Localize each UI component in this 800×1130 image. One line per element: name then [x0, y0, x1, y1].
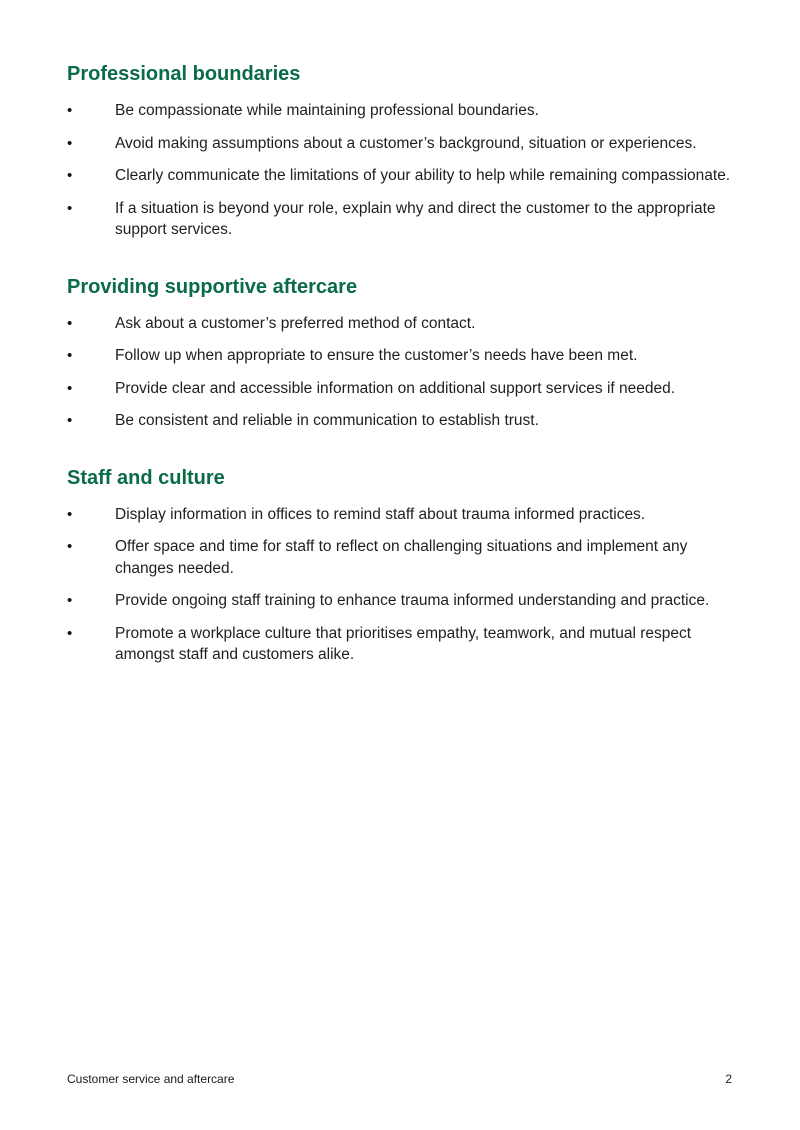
page-number: 2 [725, 1072, 732, 1086]
section-heading: Professional boundaries [67, 63, 301, 85]
section-staff-and-culture [67, 466, 737, 666]
list-item-text: Provide ongoing staff training to enhance trauma informed understanding and practice. [115, 592, 710, 609]
section-supportive-aftercare [67, 275, 737, 432]
bullet-list [67, 100, 737, 241]
list-item-text: Offer space and time for staff to reflect on challenging situations and implement any changes needed. [115, 538, 688, 577]
bullet-icon: • [67, 199, 73, 217]
list-item [67, 378, 737, 400]
bullet-icon: • [67, 347, 73, 364]
list-item [67, 100, 737, 122]
list-item-text: Promote a workplace culture that prioritises empathy, teamwork, and mutual respect amongst staff and customers alike. [115, 624, 692, 663]
list-item [67, 623, 737, 666]
footer-title: Customer service and aftercare [67, 1072, 235, 1086]
list-item-text: Be consistent and reliable in communication to establish trust. [115, 412, 539, 429]
bullet-icon: • [67, 624, 73, 642]
bullet-icon: • [67, 538, 73, 555]
list-item [67, 198, 737, 241]
document-content [67, 62, 737, 700]
list-item [67, 410, 737, 432]
bullet-icon: • [67, 314, 73, 332]
list-item-text: If a situation is beyond your role, explain why and direct the customer to the appropriate support services. [115, 199, 716, 238]
list-item [67, 133, 737, 155]
bullet-icon: • [67, 167, 73, 184]
bullet-list [67, 504, 737, 666]
list-item [67, 590, 737, 612]
list-item [67, 536, 737, 579]
bullet-list [67, 313, 737, 432]
list-item [67, 165, 737, 187]
list-item-text: Ask about a customer’s preferred method of contact. [115, 314, 476, 332]
bullet-icon: • [67, 134, 73, 152]
bullet-icon: • [67, 592, 73, 609]
bullet-icon: • [67, 412, 73, 429]
bullet-icon: • [67, 379, 73, 397]
list-item-text: Clearly communicate the limitations of your ability to help while remaining compassionate. [115, 167, 731, 184]
list-item [67, 504, 737, 526]
list-item-text: Provide clear and accessible information on additional support services if needed. [115, 379, 676, 397]
list-item-text: Avoid making assumptions about a customer’s background, situation or experiences. [115, 134, 697, 152]
bullet-icon: • [67, 505, 73, 523]
section-professional-boundaries [67, 62, 737, 241]
list-item-text: Follow up when appropriate to ensure the customer’s needs have been met. [115, 347, 638, 364]
list-item [67, 345, 737, 367]
list-item-text: Be compassionate while maintaining professional boundaries. [115, 102, 539, 119]
section-heading: Staff and culture [67, 466, 225, 489]
page-footer [67, 1071, 732, 1087]
section-heading: Providing supportive aftercare [67, 275, 358, 298]
list-item-text: Display information in offices to remind staff about trauma informed practices. [115, 505, 646, 523]
list-item [67, 313, 737, 335]
bullet-icon: • [67, 102, 73, 119]
